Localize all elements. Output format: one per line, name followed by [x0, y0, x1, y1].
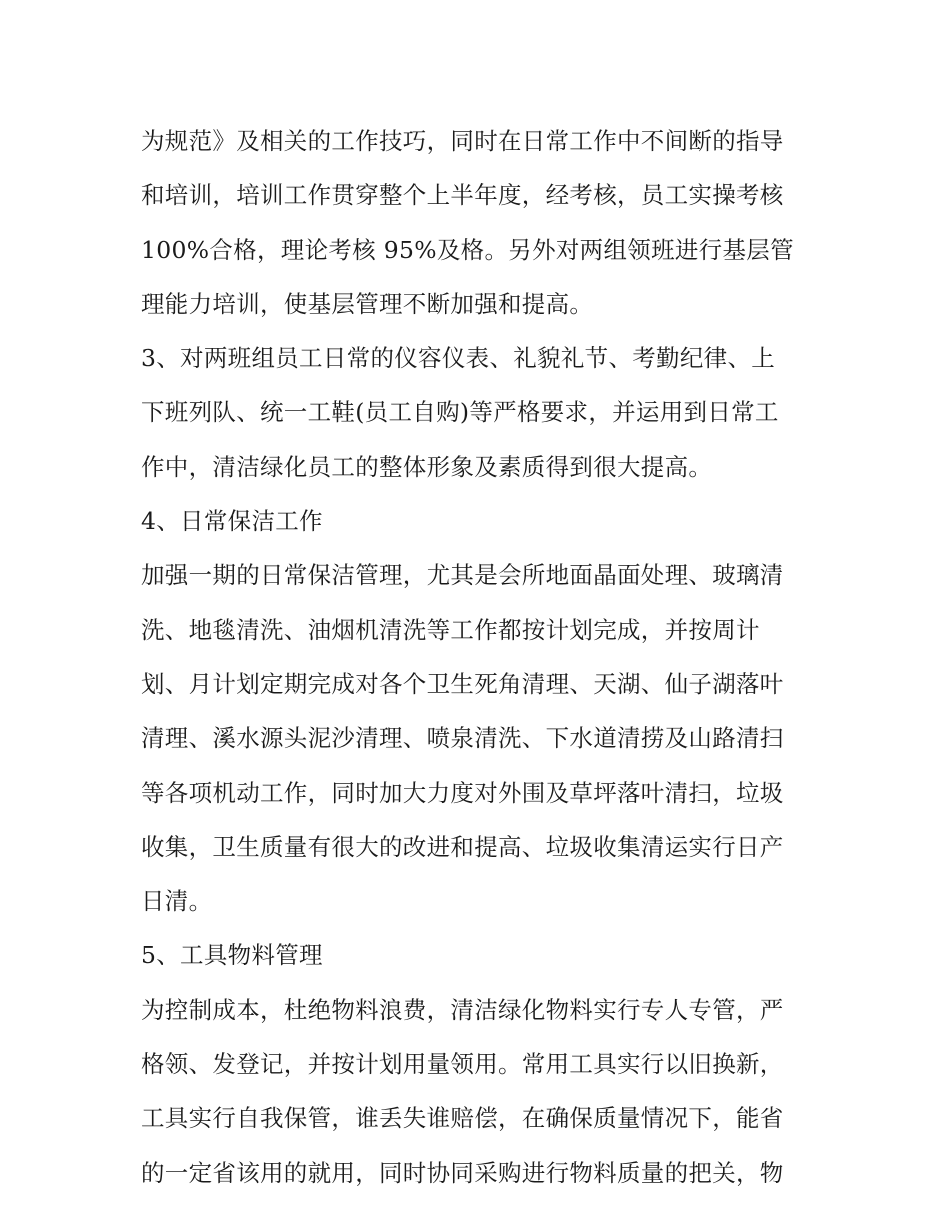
- text-line: 理能力培训，使基层管理不断加强和提高。: [141, 289, 594, 318]
- text-line: 工具实行自我保管，谁丢失谁赔偿，在确保质量情况下，能省: [141, 1104, 784, 1133]
- section-5-heading: 5、工具物料管理: [141, 941, 323, 970]
- text-line: 划、月计划定期完成对各个卫生死角清理、天湖、仙子湖落叶: [141, 669, 784, 698]
- text-line: 为控制成本，杜绝物料浪费，清洁绿化物料实行专人专管，严: [141, 995, 784, 1024]
- text-line: 等各项机动工作，同时加大力度对外围及草坪落叶清扫，垃圾: [141, 778, 784, 807]
- text-line: 清理、溪水源头泥沙清理、喷泉清洗、下水道清捞及山路清扫: [141, 724, 784, 753]
- text-line: 100%合格，理论考核 95%及格。另外对两组领班进行基层管: [141, 235, 794, 264]
- text-line: 加强一期的日常保洁管理，尤其是会所地面晶面处理、玻璃清: [141, 561, 784, 590]
- text-line: 日清。: [141, 887, 213, 916]
- text-line: 洗、地毯清洗、油烟机清洗等工作都按计划完成，并按周计: [141, 615, 760, 644]
- text-line: 格领、发登记，并按计划用量领用。常用工具实行以旧换新，: [141, 1050, 784, 1079]
- text-line: 为规范》及相关的工作技巧，同时在日常工作中不间断的指导: [141, 127, 784, 155]
- text-line: 作中，清洁绿化员工的整体形象及素质得到很大提高。: [141, 452, 713, 481]
- text-line: 下班列队、统一工鞋(员工自购)等严格要求，并运用到日常工: [141, 398, 779, 427]
- section-3-heading-line: 3、对两班组员工日常的仪容仪表、礼貌礼节、考勤纪律、上: [141, 344, 776, 373]
- document-body: [141, 114, 821, 1200]
- text-line: 和培训，培训工作贯穿整个上半年度，经考核，员工实操考核: [141, 181, 784, 210]
- section-4-heading: 4、日常保洁工作: [141, 507, 323, 536]
- text-line: 的一定省该用的就用，同时协同采购进行物料质量的把关，物: [141, 1158, 784, 1187]
- text-line: 收集，卫生质量有很大的改进和提高、垃圾收集清运实行日产: [141, 832, 784, 861]
